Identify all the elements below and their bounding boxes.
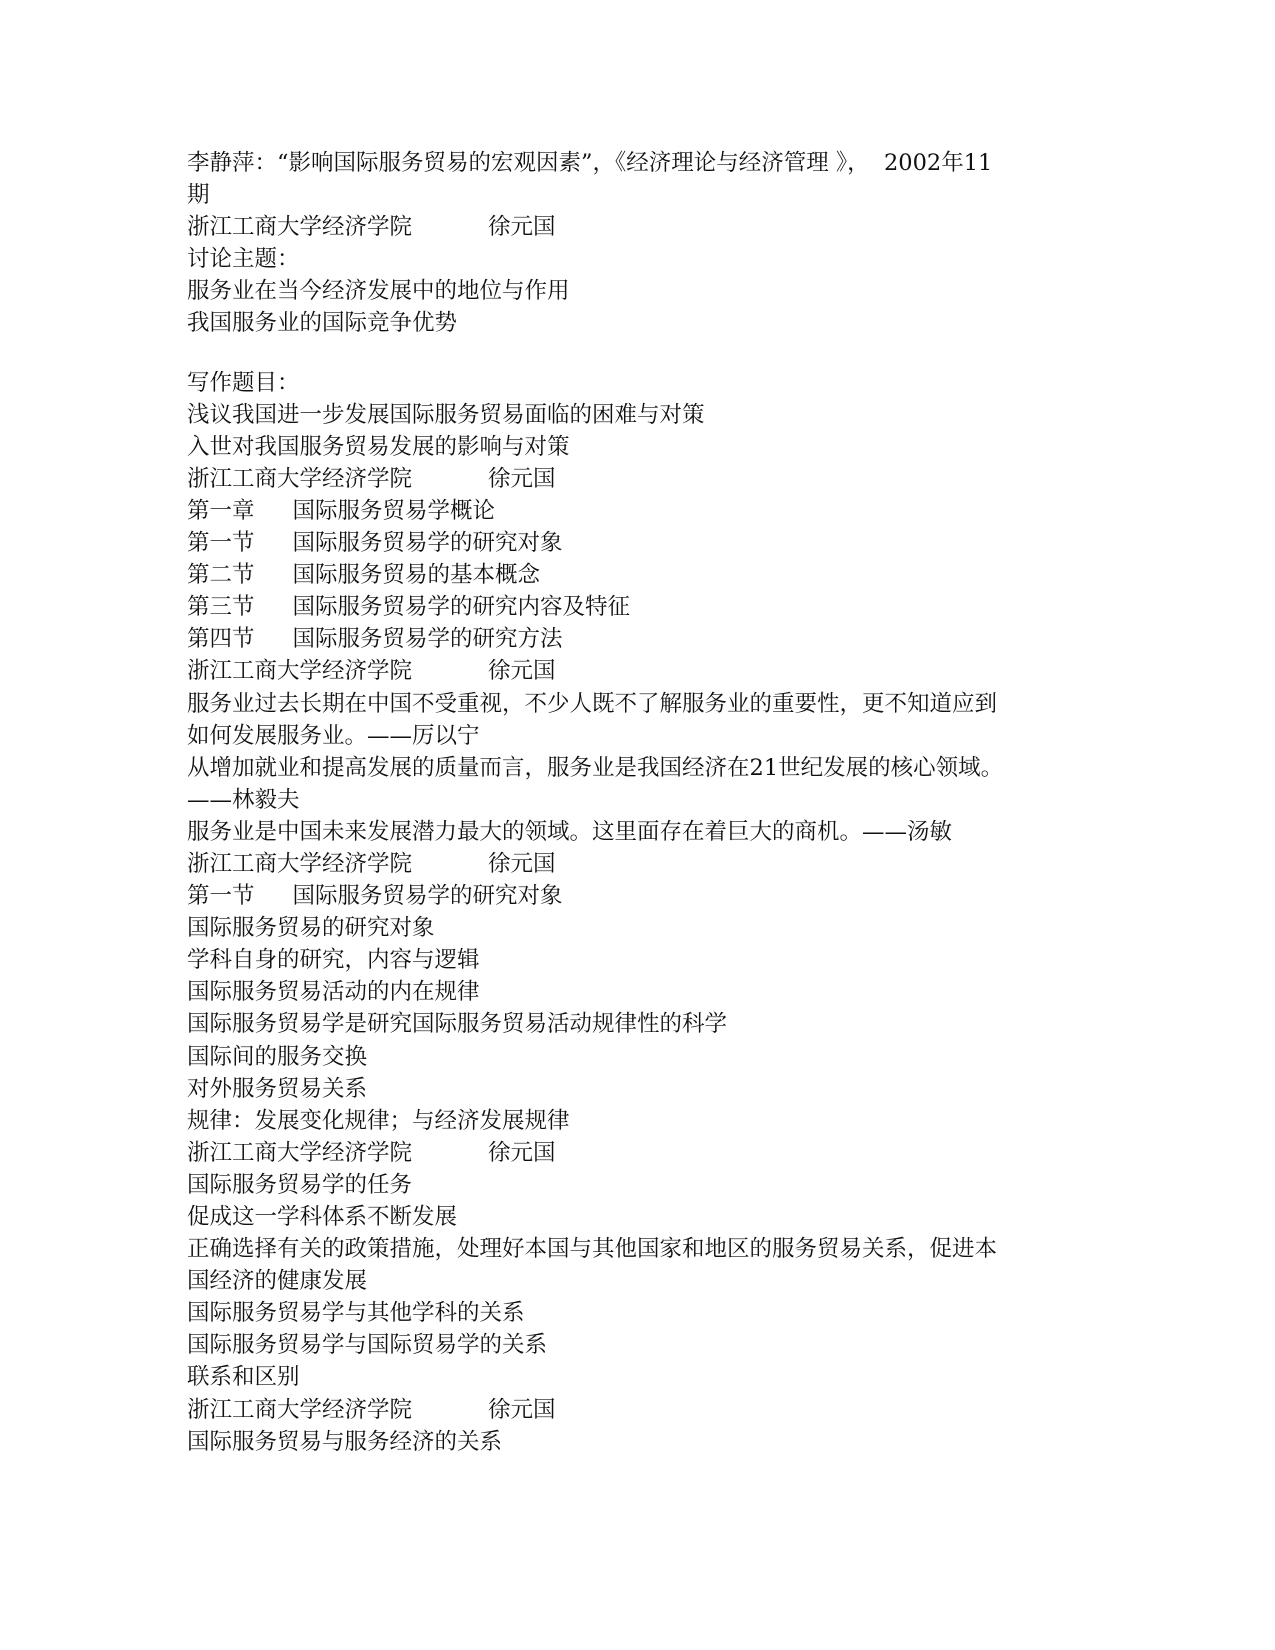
body-line: 正确选择有关的政策措施，处理好本国与其他国家和地区的服务贸易关系，促进本	[187, 1236, 998, 1263]
body-line: 规律：发展变化规律；与经济发展规律	[187, 1107, 570, 1134]
reference-line-2: 期	[187, 182, 210, 209]
section-title: 国际服务贸易学的研究内容及特征	[292, 594, 631, 621]
school-name: 浙江工商大学经济学院	[187, 465, 413, 492]
section-title: 国际服务贸易学的研究对象	[292, 883, 563, 910]
toc-section	[187, 559, 1087, 591]
quote-line: 服务业过去长期在中国不受重视，不少人既不了解服务业的重要性，更不知道应到	[187, 690, 998, 717]
author-name: 徐元国	[488, 214, 556, 241]
school-author-footer	[187, 1394, 1087, 1426]
body-line: 国际服务贸易与服务经济的关系	[187, 1428, 503, 1455]
school-name: 浙江工商大学经济学院	[187, 850, 413, 877]
chapter-number: 第一章	[187, 497, 255, 524]
section-heading	[187, 880, 1087, 912]
school-name: 浙江工商大学经济学院	[187, 1396, 413, 1423]
author-name: 徐元国	[488, 1139, 556, 1166]
reference-line-1: 李静萍：“影响国际服务贸易的宏观因素”，《经济理论与经济管理 》， 2002年11	[187, 150, 993, 176]
body-line: 促成这一学科体系不断发展	[187, 1204, 458, 1230]
body-line: 国际服务贸易学与国际贸易学的关系	[187, 1332, 548, 1359]
quote-line: ——林毅夫	[187, 786, 300, 813]
body-line: 国际服务贸易学是研究国际服务贸易活动规律性的科学	[187, 1011, 728, 1038]
discussion-heading: 讨论主题：	[187, 246, 300, 273]
quote-line: 如何发展服务业。——厉以宁	[187, 722, 480, 749]
school-name: 浙江工商大学经济学院	[187, 658, 413, 685]
body-line: 国际间的服务交换	[187, 1043, 368, 1070]
section-title: 国际服务贸易学的研究对象	[292, 530, 563, 557]
school-author-footer	[187, 463, 1087, 495]
writing-heading: 写作题目：	[187, 369, 300, 396]
section-number: 第一节	[187, 883, 255, 910]
quote-line: 从增加就业和提高发展的质量而言，服务业是我国经济在21世纪发展的核心领域。	[187, 754, 1004, 781]
document-body	[187, 147, 1087, 1458]
body-line: 国经济的健康发展	[187, 1268, 368, 1295]
author-name: 徐元国	[488, 465, 556, 492]
section-number: 第三节	[187, 594, 255, 621]
body-line: 国际服务贸易学的任务	[187, 1171, 413, 1198]
discussion-item: 服务业在当今经济发展中的地位与作用	[187, 278, 570, 305]
chapter-title: 国际服务贸易学概论	[292, 497, 496, 524]
section-title: 国际服务贸易的基本概念	[292, 562, 541, 589]
school-name: 浙江工商大学经济学院	[187, 1139, 413, 1166]
body-line: 国际服务贸易活动的内在规律	[187, 979, 480, 1006]
section-title: 国际服务贸易学的研究方法	[292, 626, 563, 653]
author-name: 徐元国	[488, 658, 556, 685]
author-name: 徐元国	[488, 1396, 556, 1423]
toc-section	[187, 623, 1087, 655]
school-author-footer	[187, 848, 1087, 880]
writing-item: 浅议我国进一步发展国际服务贸易面临的困难与对策	[187, 401, 705, 428]
section-number: 第二节	[187, 562, 255, 589]
discussion-item: 我国服务业的国际竞争优势	[187, 310, 458, 337]
school-name: 浙江工商大学经济学院	[187, 214, 413, 241]
school-author-footer	[187, 211, 1087, 243]
body-line: 学科自身的研究，内容与逻辑	[187, 947, 480, 974]
section-number: 第四节	[187, 626, 255, 653]
school-author-footer	[187, 1137, 1087, 1169]
toc-section	[187, 591, 1087, 623]
toc-section	[187, 527, 1087, 559]
author-name: 徐元国	[488, 850, 556, 877]
body-line: 联系和区别	[187, 1364, 300, 1391]
section-number: 第一节	[187, 530, 255, 557]
chapter-heading	[187, 495, 1087, 527]
writing-item: 入世对我国服务贸易发展的影响与对策	[187, 433, 570, 460]
body-line: 国际服务贸易学与其他学科的关系	[187, 1300, 525, 1327]
body-line: 对外服务贸易关系	[187, 1075, 368, 1102]
body-line: 国际服务贸易的研究对象	[187, 915, 435, 942]
school-author-footer	[187, 655, 1087, 687]
quote-line: 服务业是中国未来发展潜力最大的领域。这里面存在着巨大的商机。——汤敏	[187, 818, 953, 845]
blank-line	[187, 340, 1087, 367]
